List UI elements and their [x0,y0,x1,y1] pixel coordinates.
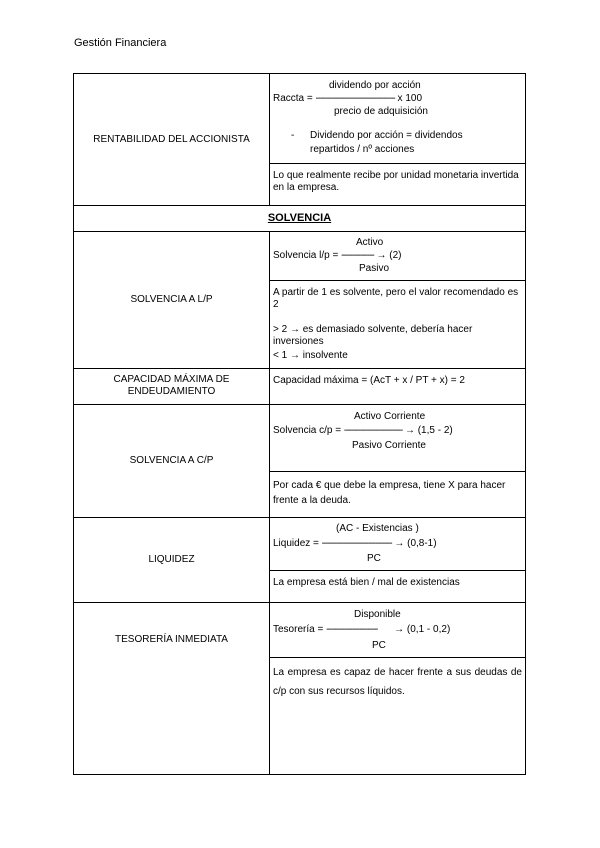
formula-numerator: Disponible [354,609,401,620]
row-label-tesoreria: TESORERÍA INMEDIATA [115,634,228,645]
row-divider [269,280,525,281]
row-text: > 2 → es demasiado solvente, debería hacer inversiones [273,324,473,347]
bullet-marker: - [291,130,295,141]
row-label-capacidad: CAPACIDAD MÁXIMA DE ENDEUDAMIENTO [113,374,230,397]
row-divider [269,657,525,658]
formula-capacidad: Capacidad máxima = (AcT + x / PT + x) = 2 [273,375,465,386]
formula-denominator: Pasivo Corriente [352,440,426,451]
formula-numerator: dividendo por acción [329,80,421,91]
formula-denominator: Pasivo [359,263,390,274]
formula-solvencia-lp: Solvencia l/p = -------------- → (2) [273,250,402,261]
page-header-title: Gestión Financiera [74,37,167,49]
row-label-rentabilidad: RENTABILIDAD DEL ACCIONISTA [93,133,250,145]
column-divider [269,231,270,775]
row-label-solvencia-lp: SOLVENCIA A L/P [130,293,213,305]
row-text: A partir de 1 es solvente, pero el valor recomendado es 2 [273,287,519,310]
row-divider [269,570,525,571]
formula-raccta: Raccta = ---------------------------------- x 100 [273,93,423,104]
note-line: Dividendo por acción = dividendos [310,130,463,141]
row-description: La empresa es capaz de hacer frente a sus deudas de c/p con sus recursos líquidos. [273,667,522,697]
row-text: < 1 → insolvente [273,350,348,361]
formula-solvencia-cp: Solvencia c/p = ------------------------- → (1,5 - 2) [273,425,453,436]
section-title: SOLVENCIA [267,212,332,224]
row-description: Por cada € que debe la empresa, tiene X para hacer frente a la deuda. [273,480,506,506]
column-divider [269,74,270,205]
formula-tesoreria: Tesorería = ---------------------- → (0,1 - 0,2) [273,624,451,635]
row-description: La empresa está bien / mal de existencias [273,577,460,588]
row-label-solvencia-cp: SOLVENCIA A C/P [129,454,214,466]
note-line: repartidos / nº acciones [310,144,415,155]
formula-liquidez: Liquidez = ------------------------------ → (0,8-1) [273,538,437,549]
row-divider [269,471,525,472]
formula-denominator: PC [367,553,381,564]
row-description: Lo que realmente recibe por unidad monetaria invertida en la empresa. [273,170,519,193]
ratios-table [73,73,526,775]
formula-numerator: Activo Corriente [354,411,426,422]
formula-numerator: Activo [356,237,384,248]
row-label-liquidez: LIQUIDEZ [148,553,195,565]
formula-numerator: (AC - Existencias ) [336,523,419,534]
formula-denominator: precio de adquisición [334,106,428,117]
formula-denominator: PC [372,640,386,651]
row-divider [269,163,525,164]
